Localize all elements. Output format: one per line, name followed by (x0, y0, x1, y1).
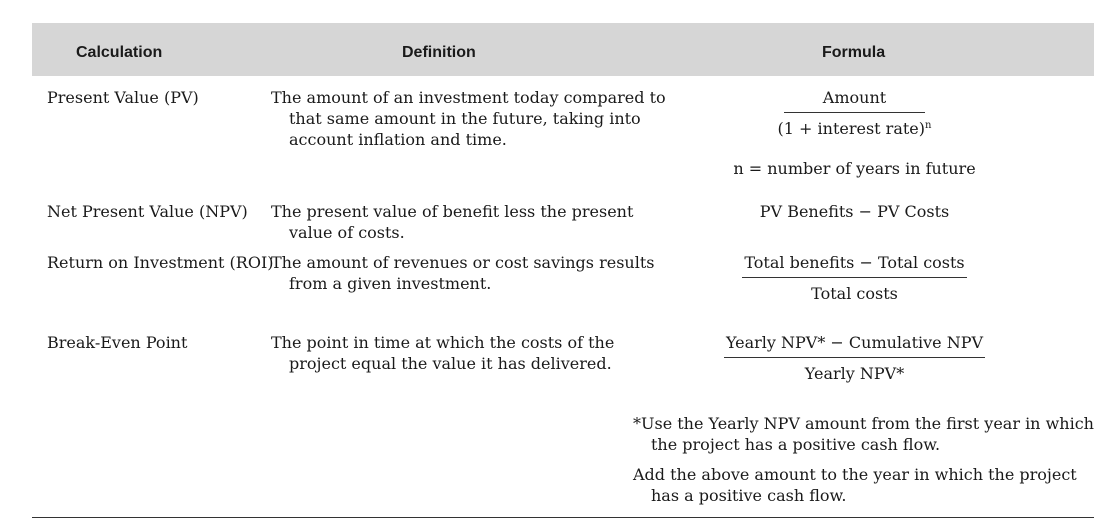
financial-calculations-table (32, 23, 1094, 518)
footnote-add-amount: Add the above amount to the year in which the project has a positive cash flow. (633, 465, 1077, 505)
header-formula: Formula (822, 44, 886, 61)
row-pv-calculation: Present Value (PV) (47, 88, 199, 107)
header-definition: Definition (402, 44, 476, 61)
pv-formula-denominator (677, 118, 1032, 139)
roi-formula-denominator: Total costs (811, 284, 898, 303)
pv-denominator-base: (1 + interest rate) (777, 119, 926, 138)
pv-formula-numerator: Amount (784, 87, 925, 113)
row-pv-definition: The amount of an investment today compared to that same amount in the future, taking into account inflation and time. (271, 88, 666, 149)
roi-formula-numerator: Total benefits − Total costs (742, 252, 966, 278)
row-roi-formula (677, 252, 1032, 304)
table-header (32, 23, 1094, 76)
row-pv-note: n = number of years in future (733, 159, 976, 178)
row-breakeven-definition: The point in time at which the costs of the project equal the value it has delivered. (271, 333, 615, 373)
row-npv-definition: The present value of benefit less the present value of costs. (271, 202, 634, 242)
row-npv-calculation: Net Present Value (NPV) (47, 202, 248, 221)
breakeven-formula-numerator: Yearly NPV* − Cumulative NPV (724, 332, 985, 358)
footnote-yearly-npv: *Use the Yearly NPV amount from the first year in which the project has a positive cash flow. (633, 414, 1094, 454)
row-pv-formula (677, 87, 1032, 139)
row-breakeven-calculation: Break-Even Point (47, 333, 188, 352)
header-calculation: Calculation (76, 44, 163, 61)
pv-denominator-exponent: n (925, 120, 932, 131)
row-npv-formula: PV Benefits − PV Costs (759, 202, 950, 221)
row-breakeven-formula (677, 332, 1032, 384)
row-roi-definition: The amount of revenues or cost savings results from a given investment. (271, 253, 655, 293)
breakeven-formula-denominator: Yearly NPV* (804, 364, 905, 383)
row-roi-calculation: Return on Investment (ROI) (47, 253, 274, 272)
